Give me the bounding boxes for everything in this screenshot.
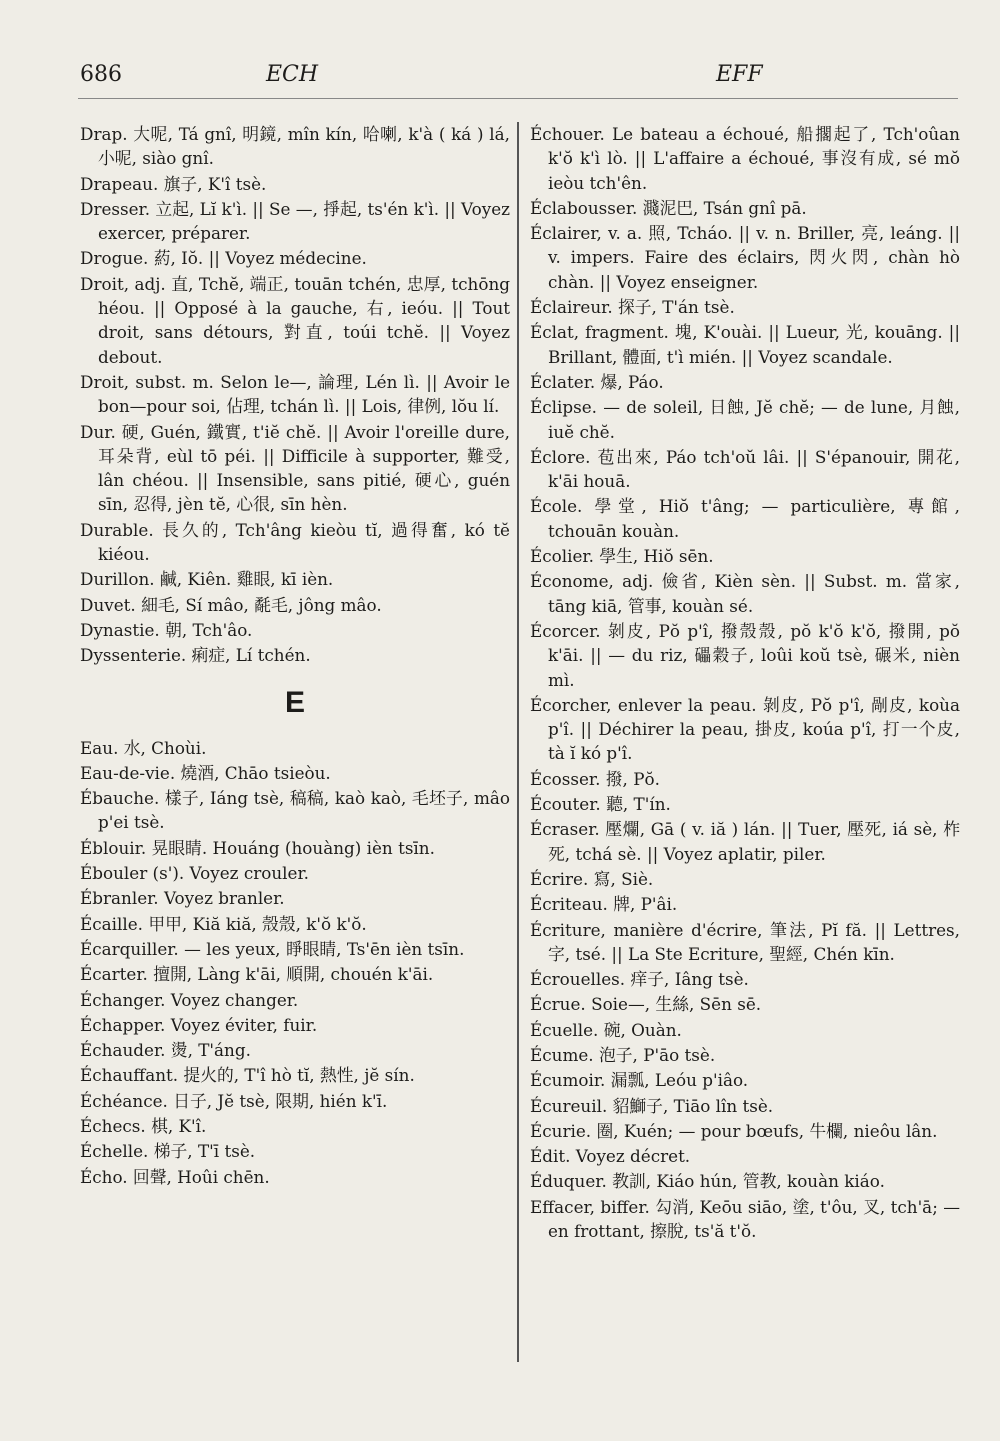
dictionary-entry: Droit, subst. m. Selon le—, 論理, Lén lì. || Avoir le bon—pour soi, 佔理, tchán lì. || Lois, 律例, lŏu lí. bbox=[80, 371, 510, 417]
dictionary-entry: Éblouir. 晃眼睛. Houáng (houàng) ièn tsīn. bbox=[80, 837, 435, 858]
dictionary-entry: Éduquer. 教訓, Kiáo hún, 管教, kouàn kiáo. bbox=[530, 1171, 885, 1192]
header-rule bbox=[78, 98, 958, 99]
right-column-entries bbox=[530, 122, 960, 1243]
dictionary-entry: Écraser. 壓爛, Gā ( v. iă ) lán. || Tuer, 壓死, iá sè, 柞死, tchá sè. || Voyez aplatir, piler. bbox=[530, 819, 960, 864]
dictionary-entry: Écriteau. 牌, P'âi. bbox=[530, 894, 678, 915]
dictionary-entry: Échouer. Le bateau a échoué, 船擱起了, Tch'oûan k'ŏ k'ì lò. || L'affaire a échoué, 事沒有成, sé mŏ ieòu tch'ên. bbox=[530, 124, 960, 193]
dictionary-entry: Écume. 泡子, P'āo tsè. bbox=[530, 1044, 716, 1065]
dictionary-entry: Écouter. 聽, T'ín. bbox=[530, 794, 671, 815]
left-column bbox=[80, 122, 510, 1190]
dictionary-entry: Écriture, manière d'écrire, 筆法, Pĭ fă. || Lettres, 字, tsé. || La Ste Ecriture, 聖經, Chén kīn. bbox=[530, 919, 960, 964]
dictionary-entry: Échanger. Voyez changer. bbox=[80, 989, 299, 1010]
dictionary-entry: Effacer, biffer. 勾消, Keōu siāo, 塗, t'ôu, 叉, tch'ā; — en frottant, 擦脫, ts'ă t'ŏ. bbox=[530, 1196, 960, 1242]
dictionary-entry: Éclaireur. 探子, T'án tsè. bbox=[530, 297, 735, 318]
dictionary-entry: Dyssenterie. 痢症, Lí tchén. bbox=[80, 645, 311, 666]
dictionary-entry: Échecs. 棋, K'î. bbox=[80, 1115, 207, 1136]
dictionary-entry: Édit. Voyez décret. bbox=[530, 1146, 691, 1167]
dictionary-entry: Ébauche. 樣子, Iáng tsè, 稿稿, kaò kaò, 毛坯子, mâo p'ei tsè. bbox=[80, 788, 510, 833]
dictionary-entry: Éclipse. — de soleil, 日蝕, Jĕ chĕ; — de lune, 月蝕, iuĕ chĕ. bbox=[530, 397, 960, 442]
dictionary-entry: Écarter. 擅開, Làng k'āi, 順開, chouén k'āi. bbox=[80, 964, 434, 985]
column-divider bbox=[517, 122, 519, 1362]
dictionary-entry: Éclairer, v. a. 照, Tcháo. || v. n. Briller, 亮, leáng. || v. impers. Faire des éclairs, 閃火閃, chàn hò chàn. || Voyez enseigner. bbox=[530, 223, 960, 292]
dictionary-entry: Droit, adj. 直, Tchĕ, 端正, touān tchén, 忠厚, tchōng héou. || Opposé à la gauche, 右, ieóu. || Tout droit, sans détours, 對直, toúi tchĕ. || Voyez debout. bbox=[80, 273, 510, 367]
dictionary-entry: Écho. 回聲, Hoûi chēn. bbox=[80, 1166, 270, 1187]
dictionary-entry: Éclore. 苞出來, Páo tch'oŭ lâi. || S'épanouir, 開花, k'āi houā. bbox=[530, 446, 960, 492]
dictionary-entry: Drapeau. 旗子, K'î tsè. bbox=[80, 173, 267, 194]
dictionary-entry: Ébouler (s'). Voyez crouler. bbox=[80, 863, 309, 884]
dictionary-entry: Dresser. 立起, Lĭ k'ì. || Se —, 掙起, ts'én k'ì. || Voyez exercer, préparer. bbox=[80, 198, 510, 244]
left-guide-word: ECH bbox=[266, 62, 319, 87]
dictionary-entry: Éclabousser. 濺泥巴, Tsán gnî pā. bbox=[530, 197, 807, 218]
dictionary-entry: Écarquiller. — les yeux, 睜眼睛, Ts'ēn ièn tsīn. bbox=[80, 938, 465, 959]
dictionary-entry: Échapper. Voyez éviter, fuir. bbox=[80, 1014, 318, 1035]
dictionary-entry: Éclat, fragment. 塊, K'ouài. || Lueur, 光, kouāng. || Brillant, 體面, t'ì mién. || Voyez scandale. bbox=[530, 322, 960, 367]
dictionary-entry: Dynastie. 朝, Tch'âo. bbox=[80, 619, 253, 640]
dictionary-entry: Écrouelles. 痒子, Iâng tsè. bbox=[530, 969, 749, 990]
left-column-top-entries bbox=[80, 122, 510, 668]
right-guide-word: EFF bbox=[716, 62, 763, 87]
dictionary-entry: Échauffant. 提火的, T'î hò tĭ, 熱性, jĕ sín. bbox=[80, 1065, 415, 1086]
page-number: 686 bbox=[80, 62, 122, 87]
dictionary-entry: Écuelle. 碗, Ouàn. bbox=[530, 1019, 682, 1040]
dictionary-entry: Ébranler. Voyez branler. bbox=[80, 888, 285, 909]
dictionary-entry: Écolier. 學生, Hiŏ sēn. bbox=[530, 546, 714, 567]
dictionary-entry: Éclater. 爆, Páo. bbox=[530, 371, 664, 392]
dictionary-entry: Échauder. 燙, T'áng. bbox=[80, 1040, 251, 1061]
dictionary-entry: Écrire. 寫, Siè. bbox=[530, 868, 654, 889]
dictionary-entry: Écosser. 撥, Pŏ. bbox=[530, 768, 660, 789]
dictionary-entry: Échéance. 日子, Jĕ tsè, 限期, hién k'ī. bbox=[80, 1090, 388, 1111]
left-column-bottom-entries bbox=[80, 736, 510, 1189]
dictionary-entry: Écrue. Soie—, 生絲, Sēn sē. bbox=[530, 994, 762, 1015]
dictionary-entry: Drogue. 葯, Iŏ. || Voyez médecine. bbox=[80, 248, 367, 269]
dictionary-entry: Écorcer. 剝皮, Pŏ p'î, 撥殼殼, pŏ k'ŏ k'ŏ, 撥開, pŏ k'āi. || — du riz, 礧穀子, loûi koŭ tsè, 碾米, nièn mì. bbox=[530, 620, 960, 690]
dictionary-entry: Écorcher, enlever la peau. 剝皮, Pŏ p'î, 剮皮, koùa p'î. || Déchirer la peau, 掛皮, koúa p'î, 打一个皮, tà ĭ kó p'î. bbox=[530, 694, 960, 764]
dictionary-entry: Eau. 水, Choùi. bbox=[80, 737, 207, 758]
section-letter: E bbox=[284, 685, 305, 719]
dictionary-entry: Écumoir. 漏瓢, Leóu p'iâo. bbox=[530, 1070, 749, 1091]
dictionary-entry: Duvet. 細毛, Sí mâo, 氄毛, jông mâo. bbox=[80, 594, 382, 615]
dictionary-entry: Drap. 大呢, Tá gnî, 明鏡, mîn kín, 哈喇, k'à ( ká ) lá, 小呢, siào gnî. bbox=[80, 124, 510, 169]
right-column bbox=[530, 122, 960, 1244]
dictionary-entry: Durable. 長久的, Tch'âng kieòu tĭ, 過得奮, kó tĕ kiéou. bbox=[80, 519, 510, 565]
dictionary-entry: Dur. 硬, Guén, 鐵實, t'iĕ chĕ. || Avoir l'oreille dure, 耳朵背, eùl tō péi. || Difficile à supporter, 難受, lân chéou. || Insensible, sans pitié, 硬心, guén sīn, 忍得, jèn tĕ, 心很, sīn hèn. bbox=[80, 421, 510, 515]
dictionary-entry: École. 學堂, Hiŏ t'âng; — particulière, 專館, tchouān kouàn. bbox=[530, 496, 960, 541]
dictionary-entry: Écurie. 圈, Kuén; — pour bœufs, 牛欄, nieôu lân. bbox=[530, 1120, 938, 1141]
dictionary-entry: Échelle. 梯子, T'ī tsè. bbox=[80, 1141, 256, 1162]
dictionary-entry: Écureuil. 貂鰤子, Tiāo lîn tsè. bbox=[530, 1095, 774, 1116]
dictionary-entry: Économe, adj. 儉省, Kièn sèn. || Subst. m. 當家, tāng kiā, 管事, kouàn sé. bbox=[530, 571, 960, 616]
dictionary-entry: Durillon. 鹹, Kiên. 雞眼, kī ièn. bbox=[80, 569, 334, 590]
dictionary-entry: Eau-de-vie. 燒酒, Chāo tsieòu. bbox=[80, 762, 331, 783]
dictionary-entry: Écaille. 甲甲, Kiă kiă, 殼殼, k'ŏ k'ŏ. bbox=[80, 913, 367, 934]
